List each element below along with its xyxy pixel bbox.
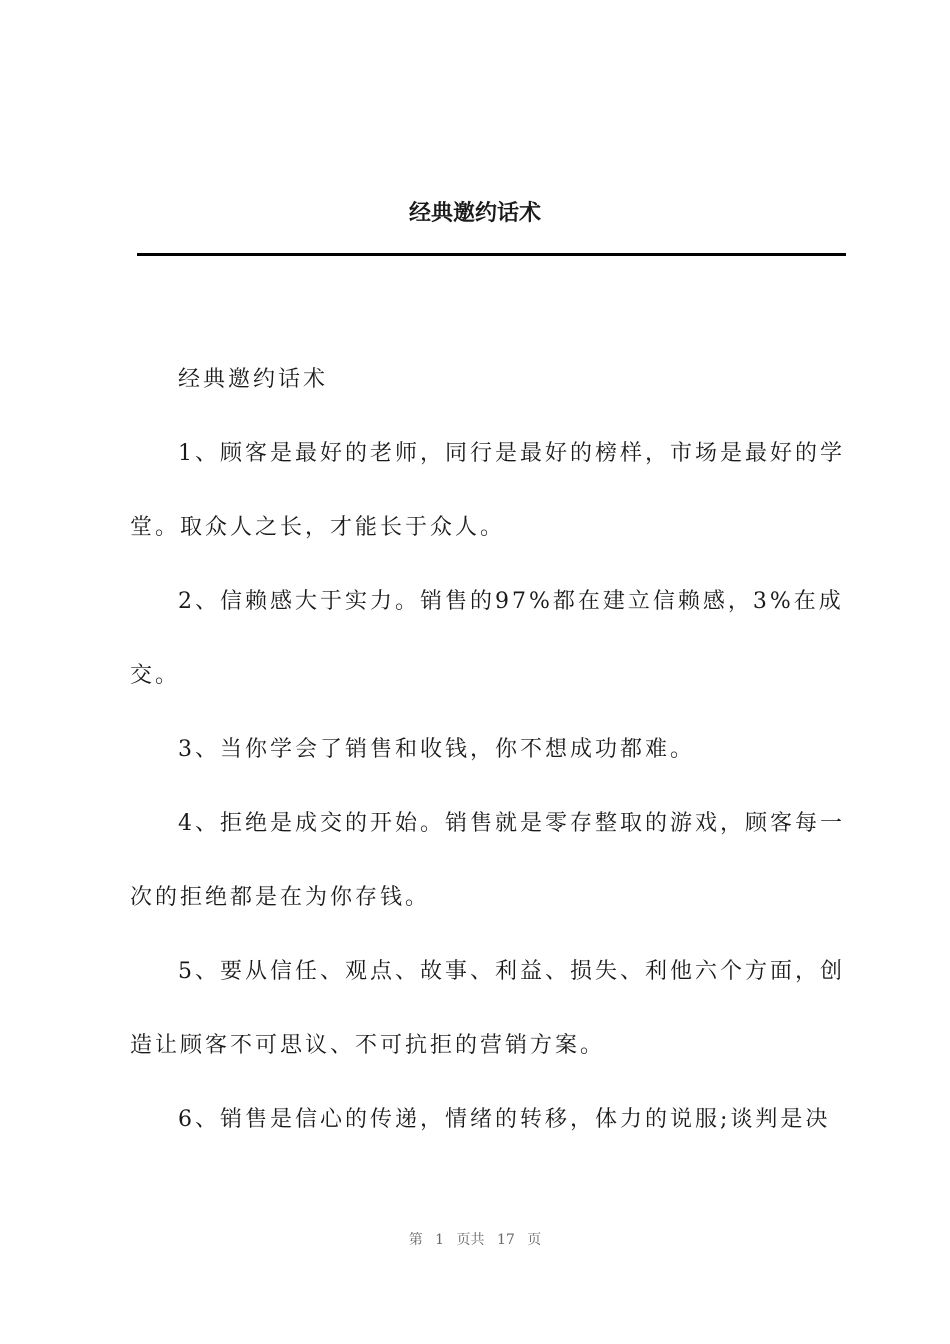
paragraph-4: 4、拒绝是成交的开始。销售就是零存整取的游戏，顾客每一次的拒绝都是在为你存钱。 bbox=[130, 811, 845, 910]
document-body bbox=[130, 343, 846, 1157]
paragraph-5: 5、要从信任、观点、故事、利益、损失、利他六个方面，创造让顾客不可思议、不可抗拒的营销方案。 bbox=[130, 959, 845, 1058]
footer-page-number: 1 bbox=[435, 1232, 445, 1248]
paragraph-heading: 经典邀约话术 bbox=[178, 367, 329, 392]
paragraph-6: 6、销售是信心的传递，情绪的转移，体力的说服;谈判是决 bbox=[178, 1107, 831, 1132]
page-footer bbox=[0, 1228, 950, 1252]
paragraph-3: 3、当你学会了销售和收钱，你不想成功都难。 bbox=[178, 737, 695, 762]
paragraph-2: 2、信赖感大于实力。销售的97%都在建立信赖感，3%在成交。 bbox=[130, 589, 844, 688]
footer-total-pages: 17 bbox=[497, 1232, 515, 1248]
document-title: 经典邀约话术 bbox=[408, 201, 541, 226]
title-underline bbox=[137, 253, 846, 256]
footer-middle: 页共 bbox=[456, 1232, 485, 1248]
footer-prefix: 第 bbox=[408, 1232, 423, 1248]
footer-suffix: 页 bbox=[527, 1232, 542, 1248]
paragraph-1: 1、顾客是最好的老师，同行是最好的榜样，市场是最好的学堂。取众人之长，才能长于众人。 bbox=[130, 441, 845, 540]
